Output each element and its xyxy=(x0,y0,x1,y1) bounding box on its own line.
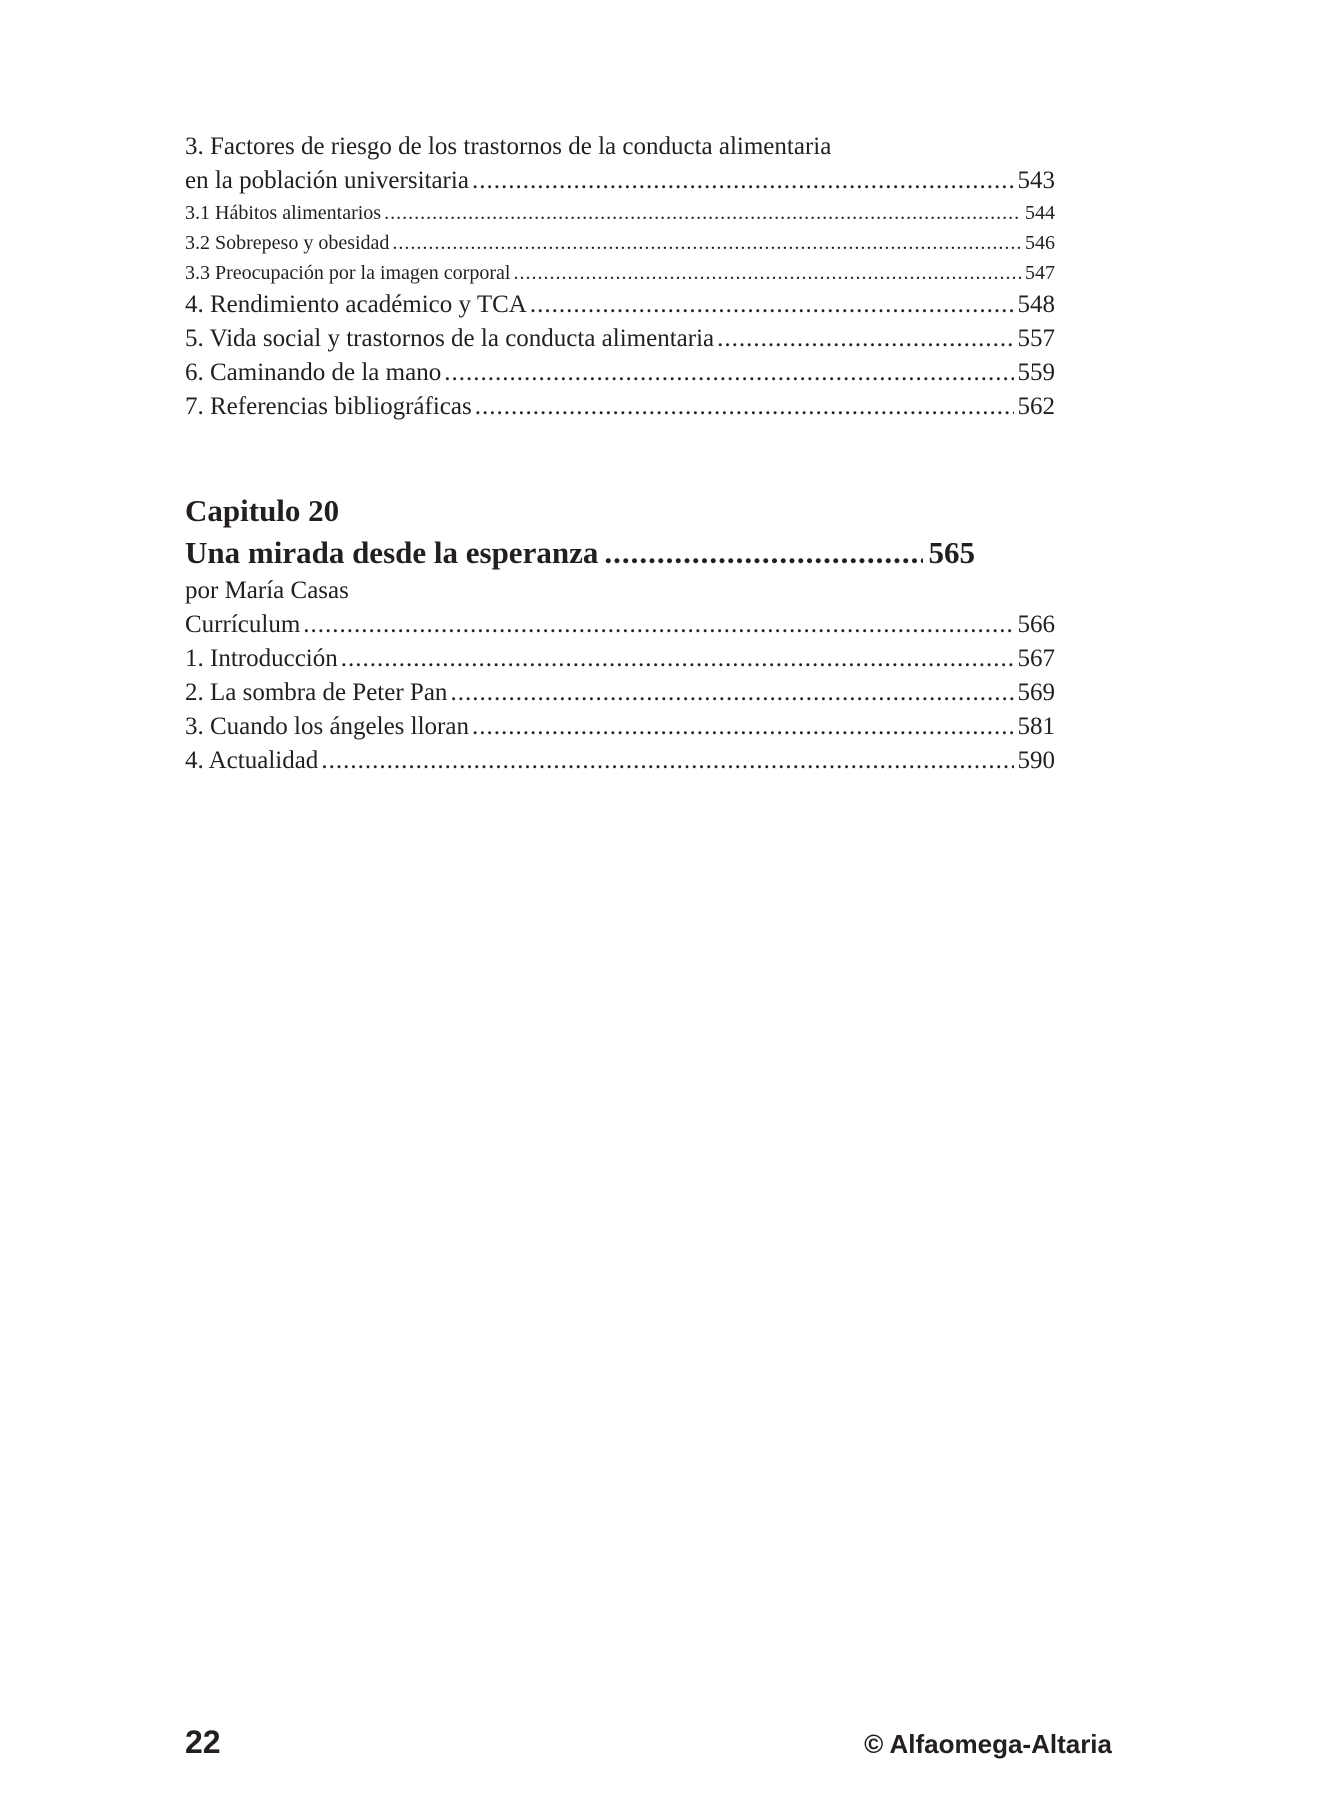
toc-entry-3-3[interactable] xyxy=(185,258,1055,288)
toc-entry-page: 569 xyxy=(1017,679,1055,706)
toc-entry-page: 567 xyxy=(1017,645,1055,672)
toc-entry-title: Currículum xyxy=(185,611,301,638)
chapter-author: por María Casas xyxy=(185,577,349,604)
dot-leader xyxy=(450,676,1013,710)
toc-entry-title: 1. Introducción xyxy=(185,645,338,672)
dot-leader xyxy=(321,744,1013,778)
toc-entry-6[interactable] xyxy=(185,356,1055,390)
toc-entry-title: 5. Vida social y trastornos de la conducta alimentaria xyxy=(185,325,715,352)
toc-entry-introduccion[interactable] xyxy=(185,642,1055,676)
toc-entry-5[interactable] xyxy=(185,322,1055,356)
toc-entry-7[interactable] xyxy=(185,390,1055,424)
toc-entry-page: 547 xyxy=(1025,262,1055,284)
toc-entry-page: 557 xyxy=(1017,325,1055,352)
toc-entry-page: 548 xyxy=(1017,291,1055,318)
toc-entry-3[interactable] xyxy=(185,164,1055,198)
toc-entry-page: 559 xyxy=(1017,359,1055,386)
toc-entry-sombra-peter-pan[interactable] xyxy=(185,676,1055,710)
chapter-title: Una mirada desde la esperanza xyxy=(185,535,599,570)
toc-entry-page: 566 xyxy=(1017,611,1055,638)
toc-entry-angeles-lloran[interactable] xyxy=(185,710,1055,744)
footer-copyright: © Alfaomega-Altaria xyxy=(864,1729,1112,1759)
toc-entry-3-1[interactable] xyxy=(185,198,1055,228)
toc-entry-title: 3.2 Sobrepeso y obesidad xyxy=(185,232,390,254)
chapter-20-block xyxy=(185,490,1055,778)
chapter-label: Capitulo 20 xyxy=(185,493,340,528)
toc-entry-title: 4. Rendimiento académico y TCA xyxy=(185,291,527,318)
dot-leader xyxy=(341,642,1014,676)
toc-entry-3-line1: 3. Factores de riesgo de los trastornos de la conducta alimentaria xyxy=(185,133,832,160)
toc-entry-title: 7. Referencias bibliográficas xyxy=(185,393,472,420)
dot-leader xyxy=(444,356,1013,390)
toc-entry-page: 544 xyxy=(1025,202,1055,224)
dot-leader xyxy=(475,390,1014,424)
dot-leader xyxy=(604,532,922,574)
table-of-contents xyxy=(185,130,1055,778)
toc-entry-title: 6. Caminando de la mano xyxy=(185,359,442,386)
chapter-title-entry[interactable] xyxy=(185,532,975,574)
toc-entry-3-2[interactable] xyxy=(185,228,1055,258)
dot-leader xyxy=(472,164,1014,198)
toc-entry-curriculum[interactable] xyxy=(185,608,1055,642)
dot-leader xyxy=(472,710,1014,744)
toc-entry-page: 590 xyxy=(1017,747,1055,774)
toc-entry-title: 3. Cuando los ángeles lloran xyxy=(185,713,469,740)
dot-leader xyxy=(392,228,1021,258)
toc-entry-page: 546 xyxy=(1025,232,1055,254)
chapter-page: 565 xyxy=(928,535,975,570)
dot-leader xyxy=(717,322,1013,356)
toc-entry-page: 581 xyxy=(1017,713,1055,740)
toc-entry-4[interactable] xyxy=(185,288,1055,322)
toc-entry-actualidad[interactable] xyxy=(185,744,1055,778)
toc-entry-page: 543 xyxy=(1017,167,1055,194)
dot-leader xyxy=(303,608,1013,642)
toc-entry-page: 562 xyxy=(1017,393,1055,420)
toc-entry-title: 3.1 Hábitos alimentarios xyxy=(185,202,382,224)
dot-leader xyxy=(384,198,1021,228)
toc-entry-title: en la población universitaria xyxy=(185,167,469,194)
toc-entry-title: 3.3 Preocupación por la imagen corporal xyxy=(185,262,511,284)
toc-entry-title: 2. La sombra de Peter Pan xyxy=(185,679,448,706)
dot-leader xyxy=(513,258,1021,288)
dot-leader xyxy=(530,288,1014,322)
toc-entry-title: 4. Actualidad xyxy=(185,747,319,774)
footer-page-number: 22 xyxy=(185,1724,221,1760)
